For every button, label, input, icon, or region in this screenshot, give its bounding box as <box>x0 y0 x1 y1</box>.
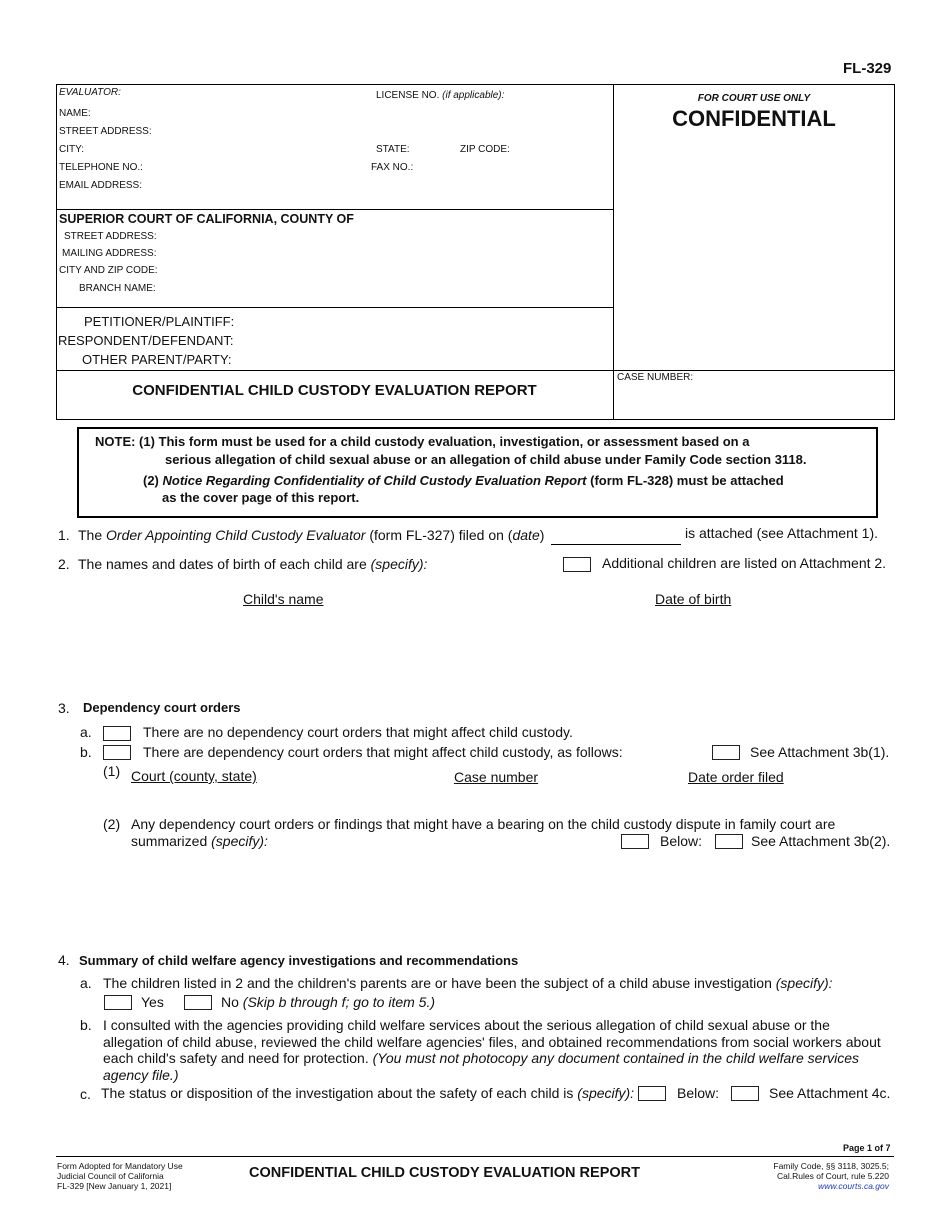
dependency-orders-checkbox[interactable] <box>103 745 131 760</box>
item4c-below-label: Below: <box>677 1085 720 1101</box>
item1-number: 1. <box>58 527 70 543</box>
attachment-3b2-label: See Attachment 3b(2). <box>751 833 891 849</box>
footer-adopted <box>57 1161 183 1191</box>
email-label: EMAIL ADDRESS: <box>59 180 142 191</box>
divider-court <box>56 209 614 210</box>
item1-date-field[interactable] <box>551 544 681 545</box>
divider-parties <box>56 307 614 308</box>
item3b2-below-label: Below: <box>660 833 703 849</box>
footer-adopted-line3: FL-329 [New January 1, 2021] <box>57 1181 172 1191</box>
item4-title: Summary of child welfare agency investigations and recommendations <box>79 953 519 968</box>
telephone-label: TELEPHONE NO.: <box>59 162 143 173</box>
item4b-line1: I consulted with the agencies providing child welfare services about the serious allegation of child sexual abuse or the <box>103 1017 830 1033</box>
child-name-header: Child's name <box>243 591 324 607</box>
license-label: LICENSE NO. (if applicable): <box>376 90 505 101</box>
footer-title: CONFIDENTIAL CHILD CUSTODY EVALUATION REPORT <box>249 1165 640 1181</box>
form-number: FL-329 <box>843 60 892 77</box>
no-dependency-orders-checkbox[interactable] <box>103 726 131 741</box>
item3b2-line2: summarized (specify): <box>131 833 268 849</box>
item4b-line4: agency file.) <box>103 1067 179 1083</box>
item2-text: The names and dates of birth of each child are (specify): <box>78 556 428 572</box>
item3a-text: There are no dependency court orders that might affect child custody. <box>143 724 573 740</box>
attachment-3b1-checkbox[interactable] <box>712 745 740 760</box>
item1-text: The Order Appointing Child Custody Evaluator (form FL-327) filed on (date) <box>78 527 545 543</box>
investigation-yes-checkbox[interactable] <box>104 995 132 1010</box>
item3-number: 3. <box>58 700 70 716</box>
report-title: CONFIDENTIAL CHILD CUSTODY EVALUATION REPORT <box>132 382 537 399</box>
page-number: Page 1 of 7 <box>843 1143 891 1153</box>
court-title: SUPERIOR COURT OF CALIFORNIA, COUNTY OF <box>59 212 354 226</box>
note-line4: as the cover page of this report. <box>162 490 360 505</box>
attachment-4c-checkbox[interactable] <box>731 1086 759 1101</box>
item3b-letter: b. <box>80 744 92 760</box>
state-label: STATE: <box>376 144 410 155</box>
investigation-no-label: No (Skip b through f; go to item 5.) <box>221 994 436 1010</box>
zip-label: ZIP CODE: <box>460 144 510 155</box>
court-branch-label: BRANCH NAME: <box>79 283 156 294</box>
item3b2-below-checkbox[interactable] <box>621 834 649 849</box>
item4b-line3: each child's safety and need for protection. (You must not photocopy any document contained in the child welfare services <box>103 1050 860 1066</box>
fax-label: FAX NO.: <box>371 162 414 173</box>
courts-website-link[interactable]: www.courts.ca.gov <box>818 1181 889 1191</box>
item3b1-number: (1) <box>103 763 121 779</box>
petitioner-label: PETITIONER/PLAINTIFF: <box>84 314 235 329</box>
attachment-3b1-label: See Attachment 3b(1). <box>750 744 890 760</box>
case-number-header: Case number <box>454 769 539 785</box>
case-number-label: CASE NUMBER: <box>617 372 694 383</box>
divider-title <box>56 370 894 371</box>
item4c-letter: c. <box>80 1086 91 1102</box>
item4c-below-checkbox[interactable] <box>638 1086 666 1101</box>
footer-adopted-line2: Judicial Council of California <box>57 1171 164 1181</box>
note-line3: (2) Notice Regarding Confidentiality of Child Custody Evaluation Report (form FL-328) must be attached <box>143 473 784 488</box>
city-label: CITY: <box>59 144 85 155</box>
confidential-label: CONFIDENTIAL <box>672 106 836 131</box>
item3b2-number: (2) <box>103 816 121 832</box>
item4b-letter: b. <box>80 1017 92 1033</box>
additional-children-checkbox[interactable] <box>563 557 591 572</box>
court-use-label: FOR COURT USE ONLY <box>697 93 811 104</box>
note-line1: NOTE: (1) This form must be used for a child custody evaluation, investigation, or assessment based on a <box>95 434 750 449</box>
court-mailing-label: MAILING ADDRESS: <box>62 248 157 259</box>
date-order-filed-header: Date order filed <box>688 769 784 785</box>
footer-cite-line1: Family Code, §§ 3118, 3025.5; <box>773 1161 889 1171</box>
footer-adopted-line1: Form Adopted for Mandatory Use <box>57 1161 183 1171</box>
item3b-text: There are dependency court orders that might affect child custody, as follows: <box>143 744 623 760</box>
footer-citations <box>690 1161 889 1191</box>
header-vertical-divider <box>613 84 614 419</box>
note-line2: serious allegation of child sexual abuse or an allegation of child abuse under Family Code section 3118. <box>165 452 807 467</box>
attachment-3b2-checkbox[interactable] <box>715 834 743 849</box>
name-label: NAME: <box>59 108 91 119</box>
item4a-text: The children listed in 2 and the children's parents are or have been the subject of a child abuse investigation (specify): <box>103 975 833 991</box>
footer-rule <box>56 1156 894 1157</box>
item4c-text: The status or disposition of the investigation about the safety of each child is (specify): <box>101 1085 635 1101</box>
item2-number: 2. <box>58 556 70 572</box>
investigation-no-checkbox[interactable] <box>184 995 212 1010</box>
item3b2-line1: Any dependency court orders or findings that might have a bearing on the child custody dispute in family court are <box>131 816 836 832</box>
item4-number: 4. <box>58 952 70 968</box>
respondent-label: RESPONDENT/DEFENDANT: <box>58 333 234 348</box>
item3-title: Dependency court orders <box>83 700 241 715</box>
court-county-header: Court (county, state) <box>131 768 257 784</box>
item4b-line2: allegation of child abuse, reviewed the child welfare agencies' files, and obtained recommendations from social workers about <box>103 1034 881 1050</box>
item4a-letter: a. <box>80 975 92 991</box>
evaluator-label: EVALUATOR: <box>59 87 121 98</box>
court-cityzip-label: CITY AND ZIP CODE: <box>59 265 158 276</box>
street-label: STREET ADDRESS: <box>59 126 152 137</box>
item1-attached-text: is attached (see Attachment 1). <box>685 525 878 541</box>
additional-children-label: Additional children are listed on Attachment 2. <box>602 555 887 571</box>
attachment-4c-label: See Attachment 4c. <box>769 1085 891 1101</box>
other-parent-label: OTHER PARENT/PARTY: <box>82 352 232 367</box>
investigation-yes-label: Yes <box>141 994 164 1010</box>
item3a-letter: a. <box>80 724 92 740</box>
date-of-birth-header: Date of birth <box>655 591 732 607</box>
footer-cite-line2: Cal.Rules of Court, rule 5.220 <box>777 1171 889 1181</box>
court-street-label: STREET ADDRESS: <box>64 231 157 242</box>
